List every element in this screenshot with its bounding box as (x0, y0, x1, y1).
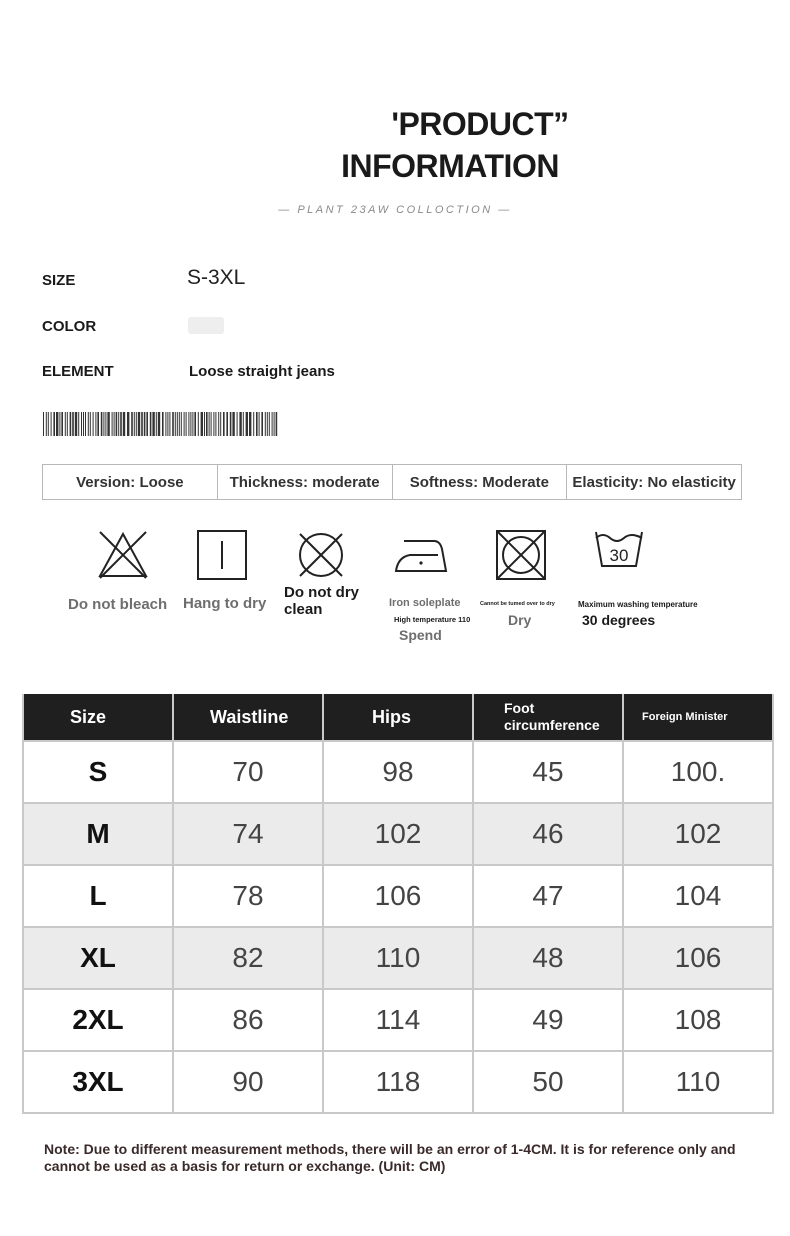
barcode-bar (269, 412, 270, 436)
header-waistline: Waistline (173, 694, 323, 741)
barcode-bar (201, 412, 203, 436)
table-header-row (23, 694, 773, 741)
barcode-bar (220, 412, 221, 436)
barcode-bar (215, 412, 216, 436)
size-table (22, 694, 774, 1114)
size-label: SIZE (42, 272, 76, 289)
barcode-bar (95, 412, 96, 436)
cell-foreign-minister: 108 (623, 989, 773, 1051)
hang-dry-icon (196, 529, 248, 581)
cell-foot: 48 (473, 927, 623, 989)
cell-foot: 45 (473, 741, 623, 803)
barcode-bar (239, 412, 241, 436)
barcode-bar (209, 412, 210, 436)
cell-foot: 46 (473, 803, 623, 865)
wash-30-icon (594, 530, 644, 570)
barcode-bar (186, 412, 187, 436)
cell-foreign-minister: 106 (623, 927, 773, 989)
cell-hips: 114 (323, 989, 473, 1051)
care-label-dryclean-1: Do not dry (284, 584, 359, 601)
barcode-bar (81, 412, 82, 436)
attribute-version: Version: Loose (43, 465, 218, 499)
barcode-bar (177, 412, 178, 436)
cell-foreign-minister: 110 (623, 1051, 773, 1113)
cell-size: M (23, 803, 173, 865)
barcode-bar (56, 412, 58, 436)
title-product: 'PRODUCT” (391, 106, 569, 142)
title-information: INFORMATION (341, 148, 559, 184)
collection-subtitle: — PLANT 23AW COLLOCTION — (278, 204, 512, 216)
cell-size: L (23, 865, 173, 927)
table-row (23, 803, 773, 865)
table-row (23, 989, 773, 1051)
barcode-bar (256, 412, 258, 436)
cell-waistline: 70 (173, 741, 323, 803)
barcode-bar (48, 412, 49, 436)
barcode-bar (88, 412, 89, 436)
barcode-bar (206, 412, 208, 436)
barcode-bar (123, 412, 125, 436)
barcode-bar (223, 412, 225, 436)
header-hips: Hips (323, 694, 473, 741)
barcode-bar (65, 412, 66, 436)
barcode-bar (211, 412, 212, 436)
barcode-bar (118, 412, 119, 436)
care-label-wash-1: Maximum washing temperature (578, 600, 698, 609)
header-foot-circumference (473, 694, 623, 741)
barcode-bar (175, 412, 176, 436)
cell-foot: 47 (473, 865, 623, 927)
barcode-bar (116, 412, 118, 436)
barcode-bar (70, 412, 72, 436)
barcode-bar (253, 412, 254, 436)
cell-waistline: 74 (173, 803, 323, 865)
barcode-bar (93, 412, 94, 436)
barcode-bar (261, 412, 263, 436)
header-foot-line1: Foot (504, 700, 535, 716)
barcode-bar (46, 412, 47, 436)
barcode-bar (103, 412, 104, 436)
barcode-bar (134, 412, 135, 436)
cell-hips: 102 (323, 803, 473, 865)
care-label-dryclean-2: clean (284, 601, 323, 618)
barcode-bar (218, 412, 219, 436)
care-label-iron-1: Iron soleplate (389, 597, 461, 609)
barcode-bar (152, 412, 154, 436)
barcode-bar (192, 412, 193, 436)
barcode-bar (112, 412, 113, 436)
cell-hips: 106 (323, 865, 473, 927)
care-label-tumble-1: Cannot be tumed over to dry (480, 601, 555, 607)
barcode-bar (265, 412, 266, 436)
barcode-bar (249, 412, 251, 436)
barcode-bar (243, 412, 244, 436)
attribute-softness: Softness: Moderate (393, 465, 568, 499)
cell-hips: 98 (323, 741, 473, 803)
barcode-bar (194, 412, 196, 436)
cell-foreign-minister: 104 (623, 865, 773, 927)
table-row (23, 865, 773, 927)
barcode-bar (131, 412, 133, 436)
barcode-bar (204, 412, 205, 436)
barcode-bar (53, 412, 55, 436)
table-row (23, 741, 773, 803)
barcode-bar (43, 412, 44, 436)
barcode-bar (162, 412, 164, 436)
barcode-bar (274, 412, 275, 436)
barcode-bar (181, 412, 182, 436)
barcode-bar (138, 412, 140, 436)
care-label-wash-2: 30 degrees (582, 612, 656, 628)
cell-size: 2XL (23, 989, 173, 1051)
attributes-bar (42, 464, 742, 500)
barcode-bar (169, 412, 170, 436)
cell-size: XL (23, 927, 173, 989)
cell-waistline: 90 (173, 1051, 323, 1113)
barcode-bar (114, 412, 115, 436)
barcode-bar (101, 412, 103, 436)
cell-waistline: 78 (173, 865, 323, 927)
barcode-bar (188, 412, 189, 436)
barcode-bar (198, 412, 199, 436)
cell-foreign-minister: 102 (623, 803, 773, 865)
barcode-bar (230, 412, 232, 436)
care-label-tumble-2: Dry (508, 612, 532, 628)
barcode-bar (259, 412, 260, 436)
barcode-bar (59, 412, 60, 436)
barcode-bar (276, 412, 278, 436)
barcode-bar (179, 412, 180, 436)
barcode-bar (184, 412, 185, 436)
element-label: ELEMENT (42, 363, 114, 380)
no-dry-clean-icon (296, 530, 346, 580)
barcode-bar (226, 412, 228, 436)
barcode-bar (67, 412, 68, 436)
barcode-bar (85, 412, 86, 436)
barcode-bar (51, 412, 52, 436)
color-swatch (188, 317, 224, 334)
size-value: S-3XL (187, 266, 246, 289)
barcode-bar (190, 412, 191, 436)
barcode-bar (97, 412, 99, 436)
barcode-bar (213, 412, 214, 436)
cell-size: S (23, 741, 173, 803)
header-foreign-minister: Foreign Minister (623, 694, 773, 741)
barcode-bar (141, 412, 143, 436)
barcode-bar (165, 412, 166, 436)
cell-hips: 118 (323, 1051, 473, 1113)
barcode-bar (144, 412, 146, 436)
barcode-bar (127, 412, 129, 436)
cell-foot: 50 (473, 1051, 623, 1113)
barcode-bar (72, 412, 74, 436)
barcode-bar (120, 412, 122, 436)
barcode-bar (105, 412, 106, 436)
barcode-bar (167, 412, 168, 436)
cell-hips: 110 (323, 927, 473, 989)
barcode-bar (237, 412, 238, 436)
attribute-elasticity: Elasticity: No elasticity (572, 473, 736, 491)
barcode-bar (78, 412, 79, 436)
header-foot-line2: circumference (504, 717, 600, 733)
care-label-iron-2: High temperature 110 (394, 615, 471, 624)
barcode-bar (61, 412, 63, 436)
barcode-bar (136, 412, 137, 436)
barcode-bar (156, 412, 157, 436)
barcode-bar (75, 412, 77, 436)
barcode-bar (267, 412, 268, 436)
header-size: Size (23, 694, 173, 741)
table-row (23, 1051, 773, 1113)
cell-foreign-minister: 100. (623, 741, 773, 803)
barcode-graphic (43, 412, 281, 436)
barcode-bar (272, 412, 273, 436)
iron-icon (394, 535, 448, 575)
barcode-bar (232, 412, 234, 436)
table-row (23, 927, 773, 989)
barcode-bar (246, 412, 248, 436)
barcode-bar (107, 412, 109, 436)
barcode-bar (90, 412, 91, 436)
no-bleach-icon (96, 528, 150, 582)
care-label-iron-3: Spend (399, 627, 442, 643)
wash-temp-text: 30 (609, 546, 629, 565)
cell-size: 3XL (23, 1051, 173, 1113)
barcode-bar (150, 412, 152, 436)
barcode-bar (83, 412, 84, 436)
barcode-bar (172, 412, 174, 436)
color-label: COLOR (42, 318, 97, 335)
barcode-bar (158, 412, 160, 436)
care-label-bleach: Do not bleach (68, 596, 168, 613)
cell-foot: 49 (473, 989, 623, 1051)
attribute-thickness: Thickness: moderate (218, 465, 393, 499)
cell-waistline: 86 (173, 989, 323, 1051)
barcode-bar (146, 412, 148, 436)
element-value: Loose straight jeans (189, 363, 335, 380)
measurement-note: Note: Due to different measurement methods, there will be an error of 1-4CM. It is for reference only and cannot be used as a basis for return or exchange. (Unit: CM) (44, 1141, 736, 1174)
cell-waistline: 82 (173, 927, 323, 989)
no-tumble-dry-icon (495, 529, 547, 581)
care-label-hang: Hang to dry (183, 595, 267, 612)
